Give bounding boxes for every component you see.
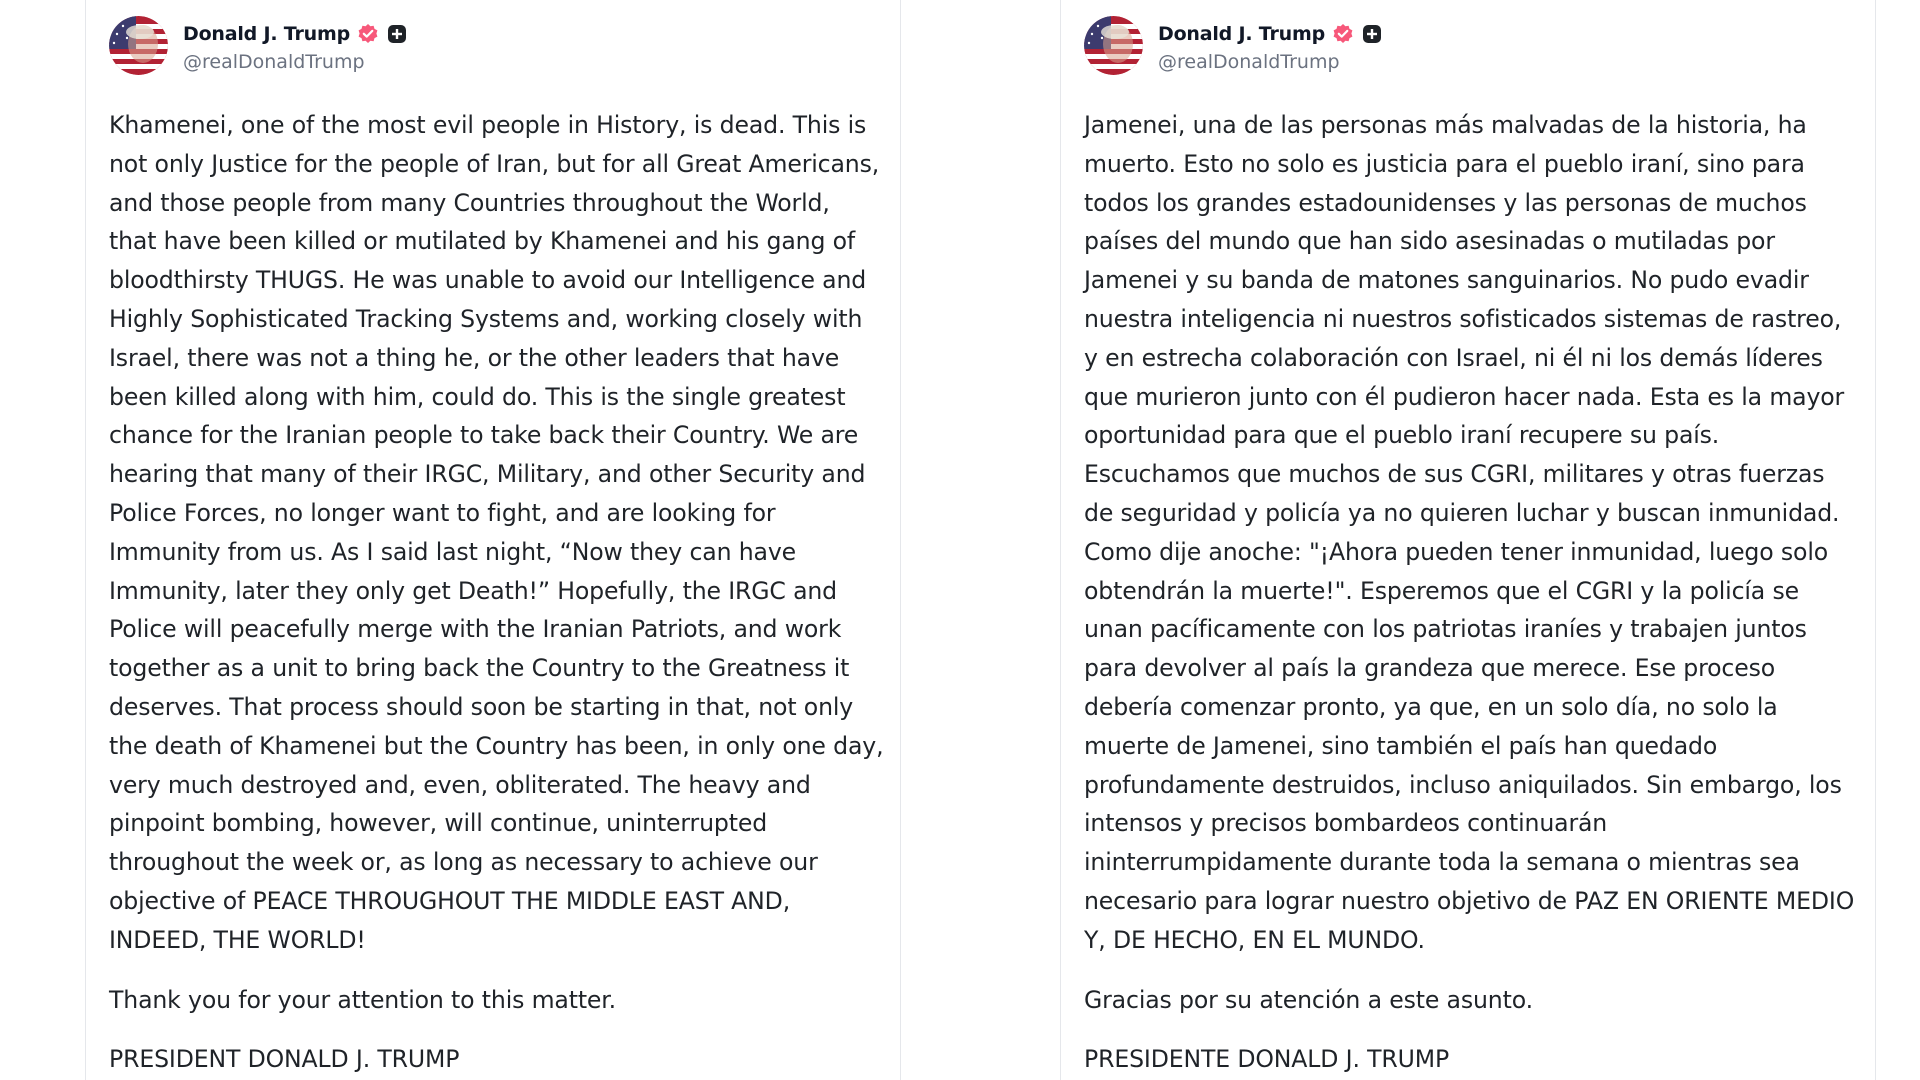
post-closing: Gracias por su atención a este asunto. [1084,985,1533,1014]
name-row [183,19,408,49]
author-handle[interactable]: @realDonaldTrump [183,50,365,73]
avatar[interactable] [109,16,168,75]
post-text: Jamenei, una de las personas más malvadas de la historia, ha muerto. Esto no solo es justicia para el pueblo iraní, sino para todos los grandes estadounidenses y las personas de muchos países del mundo que han sido asesinadas o mutiladas por Jamenei y su banda de matones sanguinarios. No pudo evadir nuestra inteligencia ni nuestros sofisticados sistemas de rastreo, y en estrecha colaboración con Israel, ni él ni los demás líderes que murieron junto con él pudieron hacer nada. Esta es la mayor oportunidad para que el pueblo iraní recupere su país. Escuchamos que muchos de sus CGRI, militares y otras fuerzas de seguridad y policía ya no quieren luchar y buscan inmunidad. Como dije anoche: "¡Ahora pueden tener inmunidad, luego solo obtendrán la muerte!". Esperemos que el CGRI y la policía se unan pacíficamente con los patriotas iraníes y trabajen juntos para devolver al país la grandeza que merece. Ese proceso debería comenzar pronto, ya que, en un solo día, no solo la muerte de Jamenei, sino también el país han quedado profundamente destruidos, incluso aniquilados. Sin embargo, los intensos y precisos bombardeos continuarán ininterrumpidamente durante toda la semana o mientras sea necesario para lograr nuestro objetivo de PAZ EN ORIENTE MEDIO Y, DE HECHO, EN EL MUNDO. [1084,111,1855,954]
author-info [183,19,408,73]
post-header [1084,16,1383,75]
post-card-english [85,0,901,1080]
verified-badge-icon [357,23,379,45]
post-body [109,106,884,1079]
author-info [1158,19,1383,73]
author-handle[interactable]: @realDonaldTrump [1158,50,1340,73]
post-body [1084,106,1859,1079]
post-text: Khamenei, one of the most evil people in History, is dead. This is not only Justice for the people of Iran, but for all Great Americans, and those people from many Countries throughout the World, that have been killed or mutilated by Khamenei and his gang of bloodthirsty THUGS. He was unable to avoid our Intelligence and Highly Sophisticated Tracking Systems and, working closely with Israel, there was not a thing he, or the other leaders that have been killed along with him, could do. This is the single greatest chance for the Iranian people to take back their Country. We are hearing that many of their IRGC, Military, and other Security and Police Forces, no longer want to fight, and are looking for Immunity from us. As I said last night, “Now they can have Immunity, later they only get Death!” Hopefully, the IRGC and Police will peacefully merge with the Iranian Patriots, and work together as a unit to bring back the Country to the Greatness it deserves. That process should soon be starting in that, not only the death of Khamenei but the Country has been, in only one day, very much destroyed and, even, obliterated. The heavy and pinpoint bombing, however, will continue, uninterrupted throughout the week or, as long as necessary to achieve our objective of PEACE THROUGHOUT THE MIDDLE EAST AND, INDEED, THE WORLD! [109,111,884,954]
post-closing: Thank you for your attention to this matter. [109,985,617,1014]
post-card-spanish [1060,0,1876,1080]
plus-badge-icon [1361,23,1383,45]
post-signature: PRESIDENT DONALD J. TRUMP [109,1045,460,1074]
post-signature: PRESIDENTE DONALD J. TRUMP [1084,1045,1450,1074]
avatar[interactable] [1084,16,1143,75]
author-display-name[interactable]: Donald J. Trump [1158,22,1325,45]
post-header [109,16,408,75]
verified-badge-icon [1332,23,1354,45]
plus-badge-icon [386,23,408,45]
author-display-name[interactable]: Donald J. Trump [183,22,350,45]
name-row [1158,19,1383,49]
